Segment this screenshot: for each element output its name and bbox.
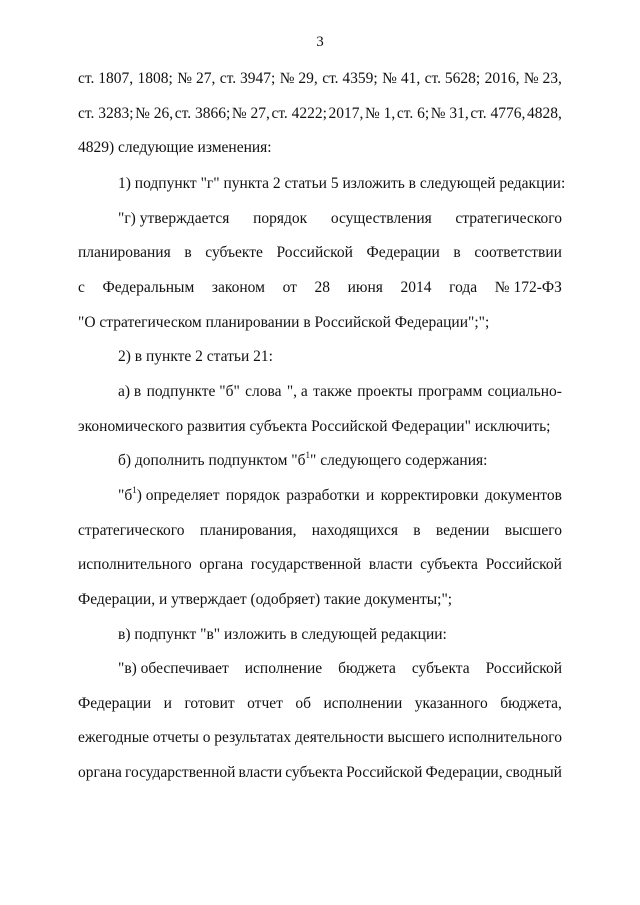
word: результатах [214, 729, 292, 746]
word: 2017, [328, 105, 364, 122]
word: года [449, 279, 478, 296]
word: исполнение [244, 660, 323, 677]
word: стратегического [78, 522, 185, 539]
word: отчеты [152, 729, 199, 746]
word: власти [368, 556, 413, 573]
word: № 26, [135, 105, 174, 122]
word: 2014 [400, 279, 432, 296]
word: ст. 1807, [78, 70, 134, 87]
word: № 27, [231, 105, 270, 122]
word: о [202, 729, 211, 746]
word: порядок [253, 210, 308, 227]
word: а) в [118, 383, 142, 400]
word: в [413, 522, 421, 539]
word: и [365, 487, 375, 504]
word: исполнении [323, 695, 403, 712]
text-line: экономического развития субъекта Российской Федерации" исключить; [78, 418, 551, 435]
word: № 41, [382, 70, 421, 87]
word: органа [199, 556, 244, 573]
text-line [118, 660, 562, 678]
word: Федеральным [102, 279, 195, 296]
text-line [78, 764, 562, 782]
word: 28 [314, 279, 330, 296]
word: разработки [286, 487, 360, 504]
word: субъекта [411, 660, 470, 677]
word: Российской [346, 764, 423, 781]
word: стратегического [455, 210, 562, 227]
word: № 27, [177, 70, 216, 87]
word: Российской [276, 244, 353, 261]
word: планирования, [199, 522, 297, 539]
word: готовит [184, 695, 235, 712]
word: социально- [487, 383, 562, 400]
word: субъекта [420, 556, 478, 573]
word: ", а [286, 383, 308, 400]
word: проекты [357, 383, 413, 400]
word: осуществления [330, 210, 432, 227]
word: государственной [250, 556, 362, 573]
word: ст. 4359; [322, 70, 378, 87]
word: от [282, 279, 297, 296]
word: ст. 5628; [424, 70, 481, 87]
text-line [78, 70, 562, 88]
text-line [78, 522, 562, 540]
word: "г) утверждается [118, 210, 230, 227]
word: субъекта [285, 764, 344, 781]
word: ст. 3947; [219, 70, 276, 87]
word: соответствии [474, 244, 562, 261]
word: и [163, 695, 172, 712]
word: Российской [485, 556, 562, 573]
text-line: 1) подпункт "г" пункта 2 статьи 5 изложить в следующей редакции: [118, 175, 566, 192]
text-line [78, 105, 562, 123]
word: отчет [247, 695, 283, 712]
word: "в) обеспечивает [118, 660, 229, 677]
text-line [118, 484, 562, 505]
word: в [184, 244, 192, 261]
word: бюджета, [500, 695, 562, 712]
word: слова [245, 383, 282, 400]
word: ст. 6; [396, 105, 430, 122]
word: № 31, [430, 105, 469, 122]
text-line [78, 695, 562, 713]
word: № 1, [364, 105, 396, 122]
word: бюджета [338, 660, 396, 677]
word: Федерации [366, 244, 440, 261]
word: программ [417, 383, 483, 400]
word: № 29, [279, 70, 318, 87]
word: Федерации, [425, 764, 503, 781]
word: государственной [124, 764, 236, 781]
text-line [118, 210, 562, 228]
word: "$б^1$) определяет [118, 484, 220, 504]
word: об [295, 695, 312, 712]
page-number: 3 [316, 34, 324, 50]
word: с [78, 279, 85, 296]
text-line: в) подпункт "в" изложить в следующей редакции: [118, 626, 447, 643]
word: планирования [78, 244, 171, 261]
word: документов [484, 487, 562, 504]
text-line: "О стратегическом планировании в Российской Федерации";"; [78, 314, 490, 331]
word: ст. 4222; [271, 105, 327, 122]
word: Федерации [78, 695, 152, 712]
text-line: 2) в пункте 2 статьи 21: [118, 348, 273, 365]
word: № 23, [523, 70, 562, 87]
word: высшего [387, 729, 445, 746]
word: в [453, 244, 461, 261]
text-line [78, 556, 562, 574]
word: исполнительного [448, 729, 562, 746]
word: сводный [505, 764, 562, 781]
text-line [118, 383, 562, 401]
word: высшего [504, 522, 562, 539]
word: органа [78, 764, 122, 781]
word: указанного [414, 695, 488, 712]
word: исполнительного [78, 556, 192, 573]
word: деятельности [294, 729, 384, 746]
word: субъекте [205, 244, 263, 261]
word: власти [238, 764, 283, 781]
text-line [78, 279, 562, 297]
word: ст. 3283; [78, 105, 134, 122]
word: ст. 4776, [470, 105, 526, 122]
word: 1808; [137, 70, 173, 87]
text-line [78, 244, 562, 262]
word: 4828, [527, 105, 562, 122]
word: порядок [225, 487, 280, 504]
word: подпункте "б" [146, 383, 240, 400]
word: ст. 3866; [174, 105, 231, 122]
word: находящихся [311, 522, 398, 539]
word: Российской [485, 660, 562, 677]
word: законом [211, 279, 265, 296]
word: июня [347, 279, 383, 296]
word: корректировки [380, 487, 479, 504]
text-line: б) дополнить подпунктом "$б^1$" следующего содержания: [118, 449, 488, 469]
text-line [78, 729, 562, 747]
word: № 172-ФЗ [494, 279, 562, 296]
word: ведении [435, 522, 490, 539]
word: также [313, 383, 352, 400]
word: 2016, [484, 70, 520, 87]
text-line: 4829) следующие изменения: [78, 139, 272, 156]
word: ежегодные [78, 729, 150, 746]
text-line: Федерации, и утверждает (одобряет) такие документы;"; [78, 591, 453, 608]
